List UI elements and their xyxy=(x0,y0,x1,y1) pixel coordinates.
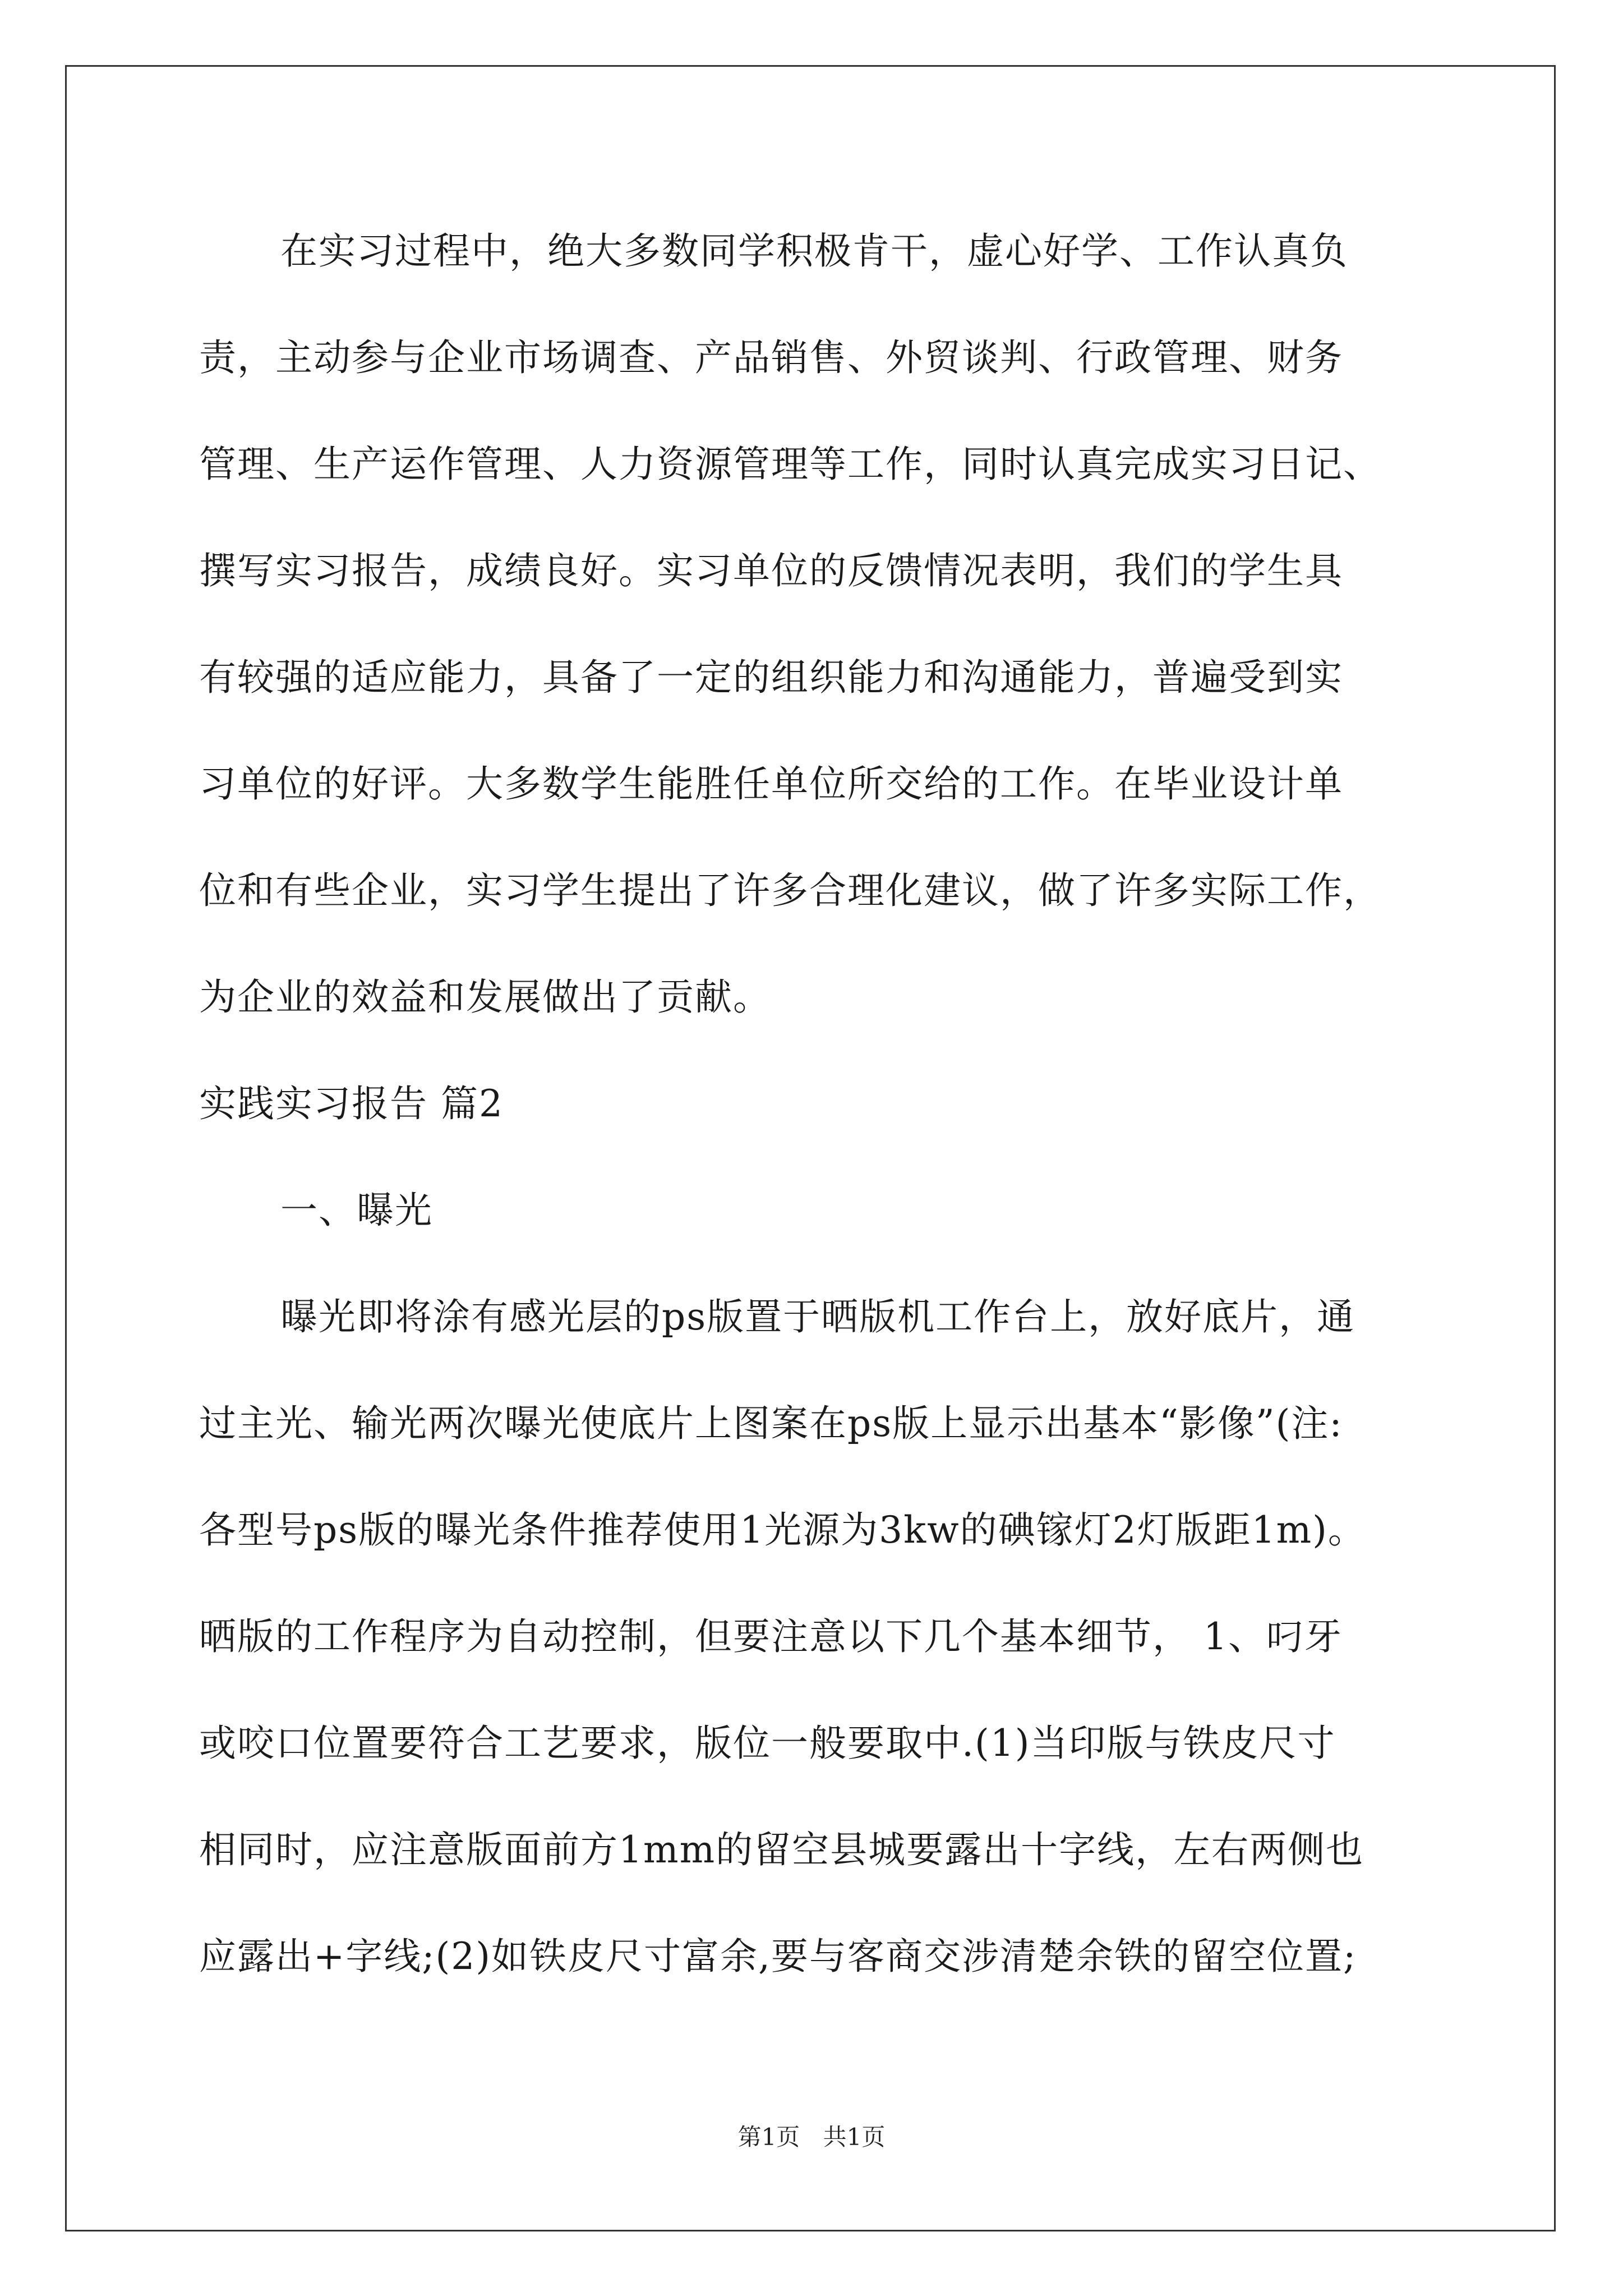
paragraph-line: 晒版的工作程序为自动控制，但要注意以下几个基本细节， 1、叼牙 xyxy=(199,1615,1343,1658)
subsection-heading: 一、曝光 xyxy=(280,1189,433,1232)
page-number: 第1页 xyxy=(737,2123,800,2151)
paragraph-line: 有较强的适应能力，具备了一定的组织能力和沟通能力，普遍受到实 xyxy=(199,656,1343,699)
page-border xyxy=(65,65,1556,2231)
paragraph-line: 在实习过程中，绝大多数同学积极肯干，虚心好学、工作认真负 xyxy=(280,229,1348,273)
paragraph-line: 管理、生产运作管理、人力资源管理等工作，同时认真完成实习日记、 xyxy=(199,443,1381,486)
paragraph-line: 过主光、输光两次曝光使底片上图案在ps版上显示出基本“影像”(注: xyxy=(199,1402,1343,1445)
paragraph-line: 责，主动参与企业市场调查、产品销售、外贸谈判、行政管理、财务 xyxy=(199,336,1343,379)
page-footer xyxy=(0,2123,1623,2151)
paragraph-line: 位和有些企业，实习学生提出了许多合理化建议，做了许多实际工作， xyxy=(199,869,1381,912)
paragraph-line: 或咬口位置要符合工艺要求，版位一般要取中.(1)当印版与铁皮尺寸 xyxy=(199,1722,1336,1765)
paragraph-line: 应露出+字线;(2)如铁皮尺寸富余,要与客商交涉清楚余铁的留空位置; xyxy=(199,1935,1357,1978)
section-heading: 实践实习报告 篇2 xyxy=(199,1082,504,1125)
paragraph-line: 曝光即将涂有感光层的ps版置于晒版机工作台上，放好底片，通 xyxy=(280,1295,1355,1338)
paragraph-line: 撰写实习报告，成绩良好。实习单位的反馈情况表明，我们的学生具 xyxy=(199,549,1343,592)
page-total: 共1页 xyxy=(823,2123,886,2151)
paragraph-line: 为企业的效益和发展做出了贡献。 xyxy=(199,976,771,1019)
paragraph-line: 相同时，应注意版面前方1mm的留空县城要露出十字线，左右两侧也 xyxy=(199,1828,1364,1871)
paragraph-line: 各型号ps版的曝光条件推荐使用1光源为3kw的碘镓灯2灯版距1m)。 xyxy=(199,1508,1366,1552)
paragraph-line: 习单位的好评。大多数学生能胜任单位所交给的工作。在毕业设计单 xyxy=(199,762,1343,806)
